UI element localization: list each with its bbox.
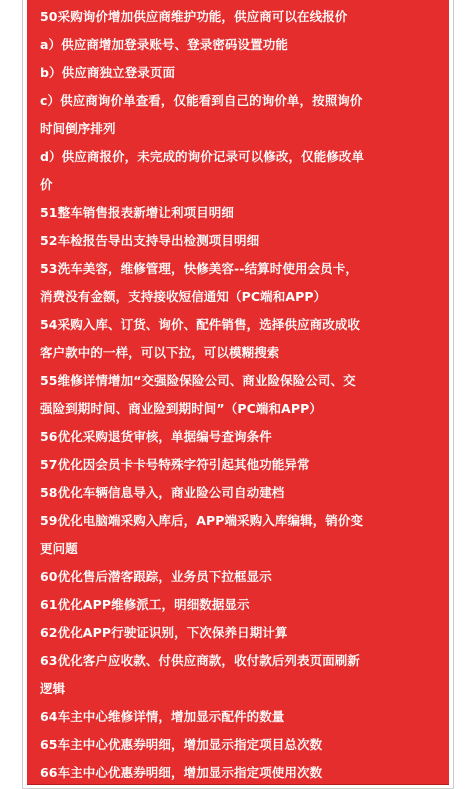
changelog-line: 51整车销售报表新增让利项目明细 <box>40 205 234 220</box>
changelog-line: 强险到期时间、商业险到期时间”（PC端和APP） <box>40 401 322 416</box>
changelog-line: a）供应商增加登录账号、登录密码设置功能 <box>40 37 288 52</box>
changelog-line: 62优化APP行驶证识别，下次保养日期计算 <box>40 625 288 640</box>
changelog-line: 55维修详情增加“交强险保险公司、商业险保险公司、交 <box>40 373 356 388</box>
changelog-line: d）供应商报价，未完成的询价记录可以修改，仅能修改单 <box>40 149 365 164</box>
changelog-line: 价 <box>40 177 53 192</box>
changelog-line: 57优化因会员卡卡号特殊字符引起其他功能异常 <box>40 457 310 472</box>
changelog-line: 65车主中心优惠券明细，增加显示指定项目总次数 <box>40 737 323 752</box>
changelog-line: b）供应商独立登录页面 <box>40 65 176 80</box>
changelog-line: c）供应商询价单查看，仅能看到自己的询价单，按照询价 <box>40 93 363 108</box>
changelog-line: 59优化电脑端采购入库后，APP端采购入库编辑，销价变 <box>40 513 364 528</box>
changelog-line: 50采购询价增加供应商维护功能，供应商可以在线报价 <box>40 9 348 24</box>
changelog-line: 52车检报告导出支持导出检测项目明细 <box>40 233 260 248</box>
changelog-line: 64车主中心维修详情，增加显示配件的数量 <box>40 709 285 724</box>
changelog-list <box>40 3 439 787</box>
changelog-line: 58优化车辆信息导入，商业险公司自动建档 <box>40 485 285 500</box>
changelog-line: 逻辑 <box>40 681 66 696</box>
changelog-line: 时间倒序排列 <box>40 121 116 136</box>
changelog-line: 54采购入库、订货、询价、配件销售，选择供应商改成收 <box>40 317 360 332</box>
changelog-line: 消费没有金额，支持接收短信通知（PC端和APP） <box>40 289 327 304</box>
content-frame <box>22 0 454 789</box>
changelog-line: 56优化采购退货审核，单据编号查询条件 <box>40 429 272 444</box>
changelog-line: 更问题 <box>40 541 78 556</box>
changelog-line: 53洗车美容，维修管理，快修美容--结算时使用会员卡， <box>40 261 358 276</box>
changelog-line: 66车主中心优惠券明细，增加显示指定项使用次数 <box>40 765 323 780</box>
changelog-line: 客户款中的一样，可以下拉，可以模糊搜索 <box>40 345 280 360</box>
changelog-line: 63优化客户应收款、付供应商款，收付款后列表页面刷新 <box>40 653 360 668</box>
changelog-panel <box>27 0 449 785</box>
changelog-line: 60优化售后潜客跟踪，业务员下拉框显示 <box>40 569 272 584</box>
changelog-line: 61优化APP维修派工，明细数据显示 <box>40 597 250 612</box>
